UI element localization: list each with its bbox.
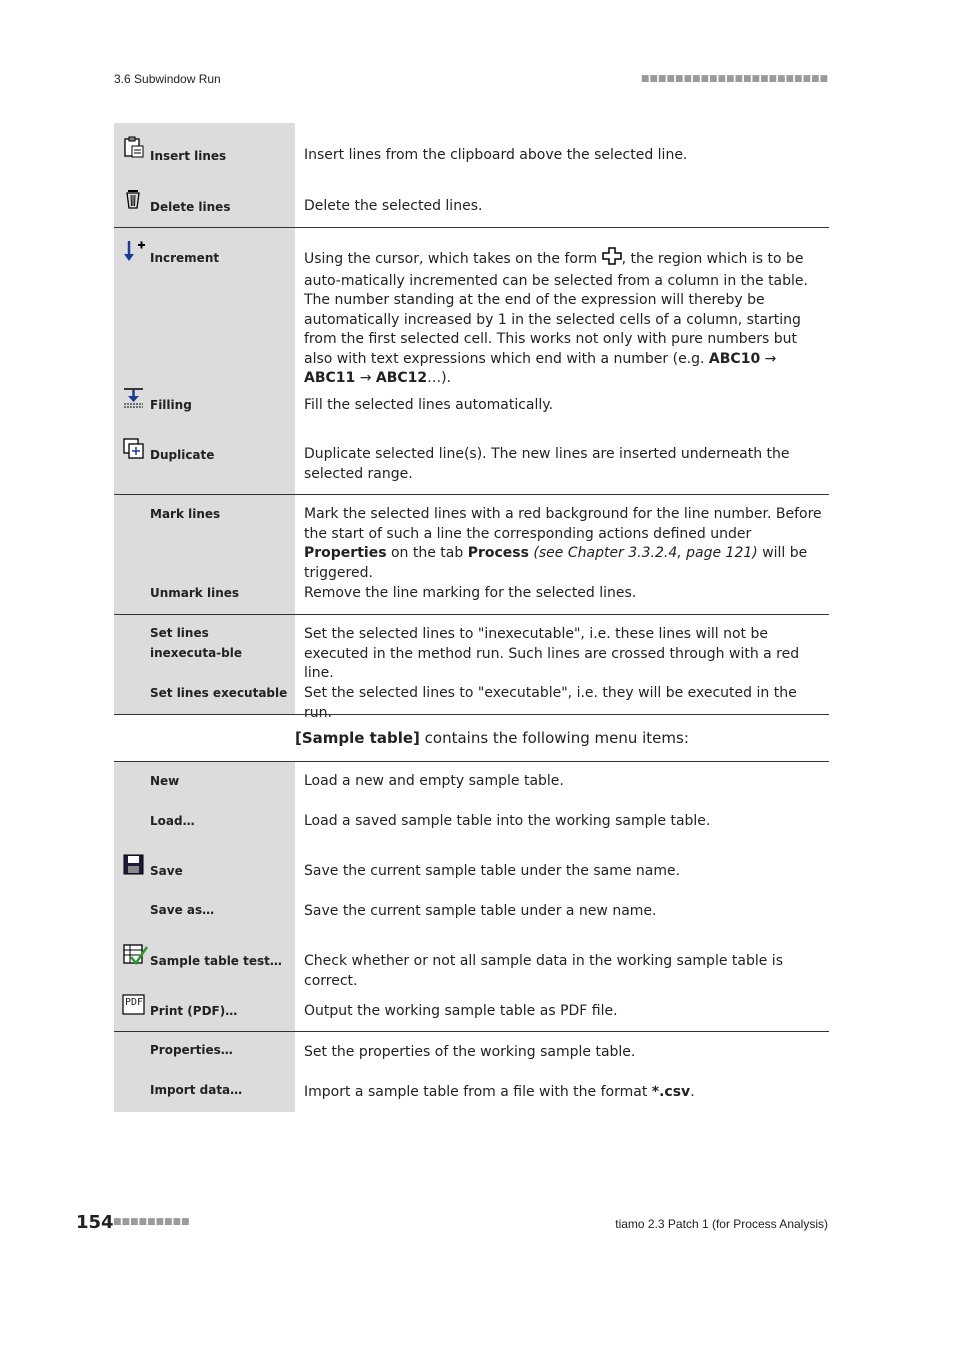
menu-item-label: Load… — [150, 814, 195, 828]
row-divider — [114, 714, 829, 715]
footer-dots: ■■■■■■■■■ — [113, 1217, 190, 1227]
fill-down-icon — [122, 386, 146, 410]
menu-item-description: Set the properties of the working sample table. — [304, 1044, 636, 1060]
floppy-disk-icon — [122, 853, 146, 877]
running-header-dots: ■■■■■■■■■■■■■■■■■■■■■■ — [640, 74, 828, 84]
menu-item-label: Delete lines — [150, 200, 231, 214]
table-run-menu — [114, 123, 829, 721]
menu-item-description: Output the working sample table as PDF file. — [304, 1003, 618, 1019]
cursor-cross-icon — [602, 247, 622, 272]
menu-item-description: Insert lines from the clipboard above the selected line. — [304, 147, 688, 163]
duplicate-icon — [122, 437, 146, 461]
menu-item-description: Duplicate selected line(s). The new lines are inserted underneath the selected range. — [304, 446, 790, 482]
menu-item-description: Set the selected lines to "inexecutable", i.e. these lines will not be executed in the method run. Such lines are crossed through with a red line. — [304, 626, 800, 681]
menu-item-label: Properties… — [150, 1043, 233, 1057]
section-caption: [Sample table] contains the following menu items: — [295, 729, 689, 747]
menu-item-label: Set lines executable — [150, 686, 288, 700]
menu-item-label: Insert lines — [150, 149, 227, 163]
menu-item-label: Save as… — [150, 903, 215, 917]
menu-item-label: Print (PDF)… — [150, 1004, 238, 1018]
running-header-section: 3.6 Subwindow Run — [114, 72, 221, 86]
pdf-icon — [122, 994, 146, 1018]
menu-item-description: Using the cursor, which takes on the form , the region which is to be auto-matically incremented can be selected from a column in the table. The number standing at the end of the expression will thereby be automatically increased by 1 in the selected cells of a column, starting from the first selected cell. This works not only with pure numbers but also with text expressions which end with a number (e.g. ABC10 → ABC11 → ABC12…). — [304, 247, 829, 389]
page-number: 154 — [76, 1212, 114, 1233]
clipboard-insert-icon — [122, 136, 146, 160]
menu-item-description: Import a sample table from a file with the format *.csv. — [304, 1084, 695, 1100]
menu-item-label: Increment — [150, 251, 220, 265]
menu-item-label: New — [150, 774, 180, 788]
menu-item-description: Set the selected lines to "executable", i.e. they will be executed in the run. — [304, 685, 797, 721]
increment-arrow-icon — [122, 239, 146, 263]
menu-item-label: Set lines inexecuta-ble — [150, 626, 242, 660]
menu-item-description: Save the current sample table under a new name. — [304, 903, 657, 919]
pdf-icon-text: PDF — [125, 997, 144, 1008]
menu-item-description: Remove the line marking for the selected lines. — [304, 585, 637, 601]
menu-item-description: Check whether or not all sample data in the working sample table is correct. — [304, 953, 783, 989]
table-check-icon — [122, 943, 146, 967]
menu-item-description: Save the current sample table under the same name. — [304, 863, 681, 879]
menu-item-label: Import data… — [150, 1083, 243, 1097]
row-divider — [114, 614, 829, 615]
menu-item-label: Save — [150, 864, 183, 878]
menu-item-label: Unmark lines — [150, 586, 240, 600]
menu-item-description: Load a saved sample table into the working sample table. — [304, 813, 711, 829]
menu-item-description: Load a new and empty sample table. — [304, 773, 564, 789]
table-sample-table-menu — [114, 761, 829, 1112]
menu-item-label: Duplicate — [150, 448, 215, 462]
footer-product: tiamo 2.3 Patch 1 (for Process Analysis) — [615, 1217, 828, 1231]
row-divider — [114, 494, 829, 495]
menu-item-description: Delete the selected lines. — [304, 198, 483, 214]
trash-icon — [122, 187, 146, 211]
menu-item-description: Fill the selected lines automatically. — [304, 397, 554, 413]
menu-item-description: Mark the selected lines with a red background for the line number. Before the start of such a line the corresponding actions defined under Properties on the tab Process (see Chapter 3.3.2.4, page 121) will be triggered. — [304, 506, 822, 581]
menu-item-label: Sample table test… — [150, 954, 282, 968]
menu-item-label: Mark lines — [150, 507, 221, 521]
row-divider — [114, 227, 829, 228]
row-divider — [114, 1031, 829, 1032]
menu-item-label: Filling — [150, 398, 192, 412]
